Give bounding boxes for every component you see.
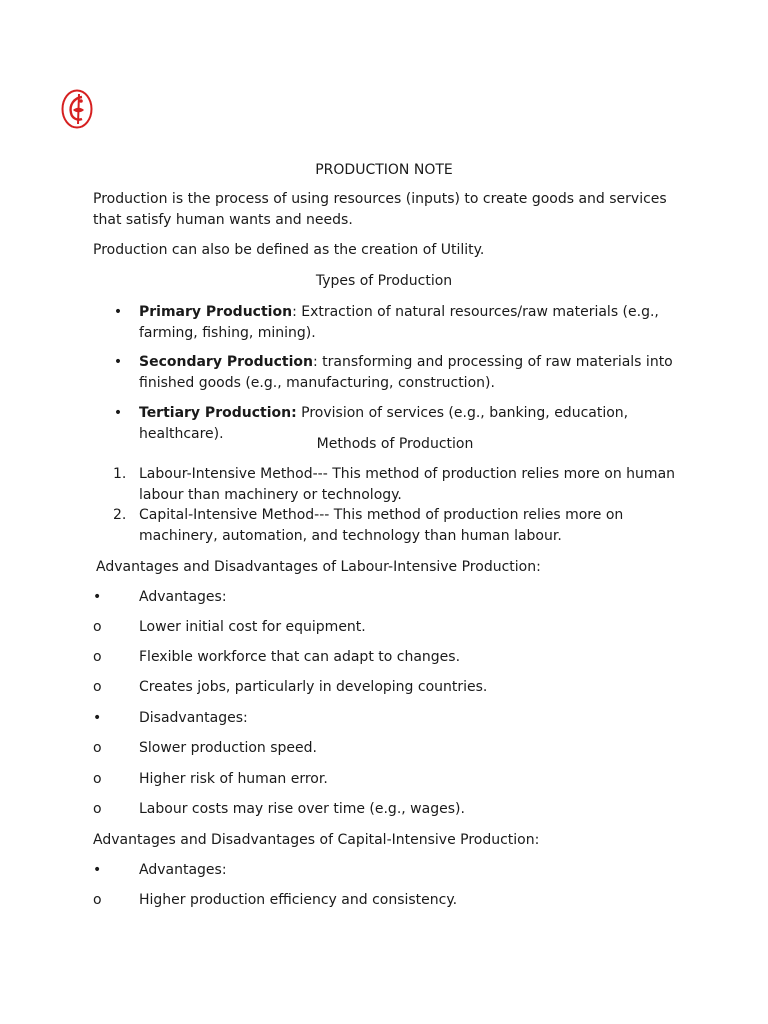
capital-section-heading: Advantages and Disadvantages of Capital-Intensive Production: — [93, 832, 540, 848]
row-marker: • — [93, 862, 102, 878]
desc-primary: Extraction of natural resources/raw materials (e.g., farming, fishing, mining). — [139, 304, 659, 341]
list-item: Advantages: — [139, 862, 227, 878]
page-title: PRODUCTION NOTE — [315, 162, 453, 178]
row-marker: o — [93, 801, 102, 817]
list-item: Advantages: — [139, 589, 227, 605]
row-marker: o — [93, 771, 102, 787]
row-marker: o — [93, 679, 102, 695]
term-secondary: Secondary Production — [139, 354, 313, 370]
desc-tertiary: Provision of services (e.g., banking, education, healthcare). — [139, 405, 629, 442]
red-emblem-logo-icon — [60, 88, 94, 130]
list-item: Higher risk of human error. — [139, 771, 328, 787]
list-item-secondary — [139, 352, 684, 394]
labour-section-heading: Advantages and Disadvantages of Labour-Intensive Production: — [96, 559, 541, 575]
types-heading: Types of Production — [315, 273, 453, 289]
row-marker: o — [93, 649, 102, 665]
term-separator: : — [312, 354, 318, 370]
term-primary: Primary Production — [139, 304, 293, 320]
row-marker: o — [93, 892, 102, 908]
method-number: 2. — [113, 507, 127, 523]
bullet-marker: • — [113, 354, 123, 370]
utility-paragraph: Production can also be defined as the creation of Utility. — [93, 242, 485, 258]
row-marker: o — [93, 619, 102, 635]
term-tertiary: Tertiary Production: — [139, 405, 297, 421]
row-marker: o — [93, 740, 102, 756]
list-item-primary — [139, 302, 684, 344]
term-separator: : — [292, 304, 297, 320]
method-item-labour: Labour-Intensive Method--- This method of production relies more on human labour than machinery or technology. — [139, 466, 676, 503]
list-item: Flexible workforce that can adapt to changes. — [139, 649, 461, 665]
method-number: 1. — [113, 466, 127, 482]
methods-heading: Methods of Production — [316, 436, 474, 452]
list-item: Slower production speed. — [139, 740, 317, 756]
row-marker: • — [93, 589, 102, 605]
list-item: Lower initial cost for equipment. — [139, 619, 366, 635]
list-item: Disadvantages: — [139, 710, 248, 726]
bullet-marker: • — [113, 405, 123, 421]
list-item: Creates jobs, particularly in developing countries. — [139, 679, 488, 695]
method-item-capital: Capital-Intensive Method--- This method of production relies more on machinery, automation, and technology than human labour. — [139, 507, 624, 544]
bullet-marker: • — [113, 304, 123, 320]
list-item: Labour costs may rise over time (e.g., wages). — [139, 801, 465, 817]
row-marker: • — [93, 710, 102, 726]
definition-paragraph: Production is the process of using resources (inputs) to create goods and services that satisfy human wants and needs. — [93, 191, 667, 228]
desc-secondary: transforming and processing of raw materials into finished goods (e.g., manufacturing, construction). — [139, 354, 673, 391]
list-item: Higher production efficiency and consistency. — [139, 892, 458, 908]
